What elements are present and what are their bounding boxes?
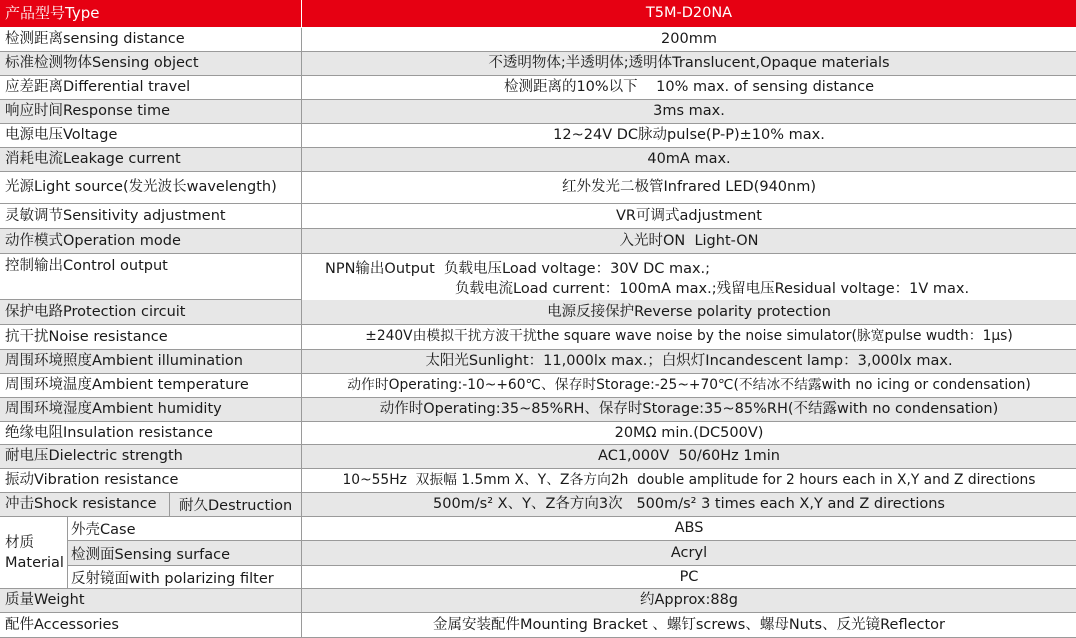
material-label-line-1: 材质 [5,534,34,551]
row-value: VR可调式adjustment [302,204,1076,229]
row-value: ±240V由模拟干扰方波干扰the square wave noise by the noise simulator(脉宽pulse wudth：1μs) [302,325,1076,350]
material-filter-value: PC [302,566,1076,589]
row-response-time [0,100,1076,124]
row-value: 3ms max. [302,100,1076,124]
row-accessories [0,613,1076,638]
row-label: 周围环境照度Ambient illumination [0,350,302,374]
header-label: 产品型号Type [0,0,302,28]
row-label: 冲击Shock resistance [0,493,170,517]
row-protection-circuit [0,300,1076,325]
row-differential-travel [0,76,1076,100]
row-label: 绝缘电阻Insulation resistance [0,422,302,445]
row-label: 消耗电流Leakage current [0,148,302,172]
row-dielectric [0,445,1076,469]
row-value: 不透明物体;半透明体;透明体Translucent,Opaque materials [302,52,1076,76]
row-value: 入光时ON Light-ON [302,229,1076,254]
row-value: 10~55Hz 双振幅 1.5mm X、Y、Z各方向2h double amplitude for 2 hours each in X,Y and Z directions [302,469,1076,493]
row-value: 红外发光二极管Infrared LED(940nm) [302,172,1076,204]
row-noise-resistance [0,325,1076,350]
row-shock [0,493,1076,517]
row-label: 光源Light source(发光波长wavelength) [0,172,302,204]
control-output-line-2: 负载电流Load current：100mA max.;残留电压Residual voltage：1V max. [455,281,970,297]
row-humidity [0,398,1076,422]
material-surface-value: Acryl [302,541,1076,566]
row-label: 耐电压Dielectric strength [0,445,302,469]
row-light-source [0,172,1076,204]
row-illumination [0,350,1076,374]
row-control-output [0,254,1076,300]
material-filter-label: 反射镜面with polarizing filter [68,566,302,589]
row-vibration [0,469,1076,493]
row-label: 灵敏调节Sensitivity adjustment [0,204,302,229]
row-label: 电源电压Voltage [0,124,302,148]
material-label [0,517,68,589]
row-material-group [0,517,1076,589]
material-label-line-2: Material [5,554,64,571]
row-label: 质量Weight [0,589,302,613]
row-label: 振动Vibration resistance [0,469,302,493]
row-sensing-object [0,52,1076,76]
row-value: 电源反接保护Reverse polarity protection [302,300,1076,325]
row-label: 抗干扰Noise resistance [0,325,302,350]
header-value: T5M-D20NA [302,0,1076,28]
row-label: 周围环境温度Ambient temperature [0,374,302,398]
row-value: 检测距离的10%以下 10% max. of sensing distance [302,76,1076,100]
row-weight [0,589,1076,613]
row-label: 保护电路Protection circuit [0,300,302,325]
row-insulation [0,422,1076,445]
row-value: 金属安装配件Mounting Bracket 、螺钉screws、螺母Nuts、反光镜Reflector [302,613,1076,638]
row-value: 约Approx:88g [302,589,1076,613]
material-case-value: ABS [302,517,1076,541]
row-value [302,254,1076,301]
row-label: 周围环境湿度Ambient humidity [0,398,302,422]
row-label: 配件Accessories [0,613,302,638]
material-surface-label: 检测面Sensing surface [68,541,302,566]
shock-sublabel: 耐久Destruction [170,493,302,517]
row-sensing-distance [0,28,1076,52]
row-temperature [0,374,1076,398]
row-value: 500m/s² X、Y、Z各方向3次 500m/s² 3 times each X,Y and Z directions [302,493,1076,517]
row-label: 检测距离sensing distance [0,28,302,52]
row-value: 太阳光Sunlight：11,000lx max.；白炽灯Incandescent lamp：3,000lx max. [302,350,1076,374]
row-label: 动作模式Operation mode [0,229,302,254]
row-voltage [0,124,1076,148]
row-value: 40mA max. [302,148,1076,172]
row-label: 应差距离Differential travel [0,76,302,100]
row-sensitivity [0,204,1076,229]
header-row [0,0,1076,28]
row-value: 12~24V DC脉动pulse(P-P)±10% max. [302,124,1076,148]
row-leakage-current [0,148,1076,172]
row-value: 200mm [302,28,1076,52]
control-output-line-1: NPN输出Output 负载电压Load voltage：30V DC max.; [325,261,711,277]
row-operation-mode [0,229,1076,254]
row-value: 20MΩ min.(DC500V) [302,422,1076,445]
row-label: 响应时间Response time [0,100,302,124]
row-value: AC1,000V 50/60Hz 1min [302,445,1076,469]
row-label: 标准检测物体Sensing object [0,52,302,76]
row-value: 动作时Operating:-10~+60℃、保存时Storage:-25~+70℃(不结冰不结露with no icing or condensation) [302,374,1076,398]
row-label: 控制输出Control output [0,254,302,300]
material-case-label: 外壳Case [68,517,302,541]
row-value: 动作时Operating:35~85%RH、保存时Storage:35~85%RH(不结露with no condensation) [302,398,1076,422]
